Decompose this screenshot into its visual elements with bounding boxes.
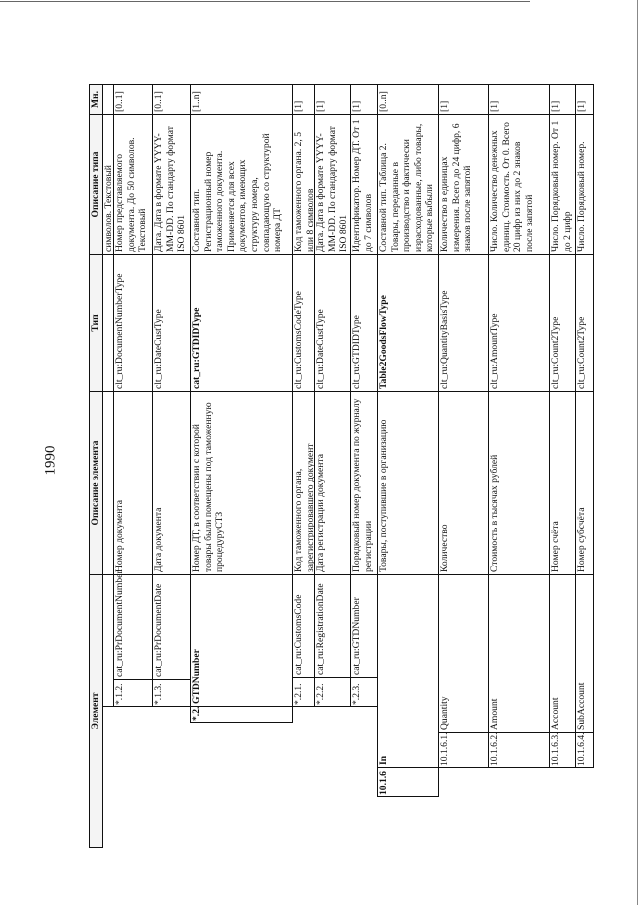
header-multiplicity: Мн.: [89, 84, 103, 115]
element-type: clt_ru:QuantityBasisType: [438, 254, 489, 392]
element-description: Номер субсчёта: [575, 391, 594, 575]
element-description: Товары, поступившие в организацию: [377, 391, 439, 575]
multiplicity: [0..1]: [113, 84, 153, 115]
type-description: Составной тип. Таблица 2. Товары, переданные в производство и фактически израсходованные, либо товары, которые выбыли: [377, 114, 439, 255]
element-type: clt_ru:DateCustType: [314, 254, 351, 392]
header-type-description: Описание типа: [89, 114, 103, 255]
type-description: Дата. Дата в формате YYYY-MM-DD. По стандарту формат ISO 8601: [314, 114, 351, 255]
element-number: 10.1.6.2.: [488, 732, 550, 768]
element-description: Количество: [438, 391, 489, 575]
element-number: *.2.3.: [350, 677, 378, 707]
element-name: cat_ru:PrDocumentDate: [152, 574, 191, 680]
header-element: Элемент: [89, 574, 103, 848]
element-name: cat_ru:PrDocumentNumber: [113, 574, 153, 680]
multiplicity: [1]: [350, 84, 378, 115]
element-description: Дата документа: [152, 391, 191, 575]
element-number: *.1.2.: [113, 679, 153, 707]
element-spec-table: [89, 84, 593, 848]
element-type: cat_ru:GTDIDType: [190, 254, 293, 392]
type-description: Количество в единицах измерения. Всего до 24 цифр, 6 знаков после запятой: [438, 114, 489, 255]
element-description: Номер ДТ, в соответствии с которой товары были помещены под таможенную процедуруСТЗ: [190, 391, 293, 575]
element-number: *.2.: [190, 706, 293, 723]
type-description: Число. Количество денежных единиц. Стоимость. От 0. Всего 20 цифр из них до 2 знаков после запятой: [488, 114, 550, 255]
multiplicity: [1]: [549, 84, 576, 115]
element-description: Дата регистрации документа: [314, 391, 351, 575]
page-top-edge: [0, 1, 530, 2]
element-number: *.2.1.: [292, 677, 315, 707]
element-number: *.1.3.: [152, 679, 191, 707]
header-element-description: Описание элемента: [89, 391, 103, 575]
type-description: Составной тип. Регистрационный номер таможенного документа. Применяется для всех документов, имеющих структуру номера, совпадающую со структурой номера ДТ: [190, 114, 293, 255]
element-name: Account: [549, 574, 576, 733]
element-type: clt_ru:CustomsCodeType: [292, 254, 315, 392]
element-name: In: [377, 574, 439, 768]
element-type: clt_ru:GTDIDType: [350, 254, 378, 392]
type-description: Номер представляемого документа. До 50 символов. Текстовый: [113, 114, 153, 255]
element-description: Порядковый номер документа по журналу регистрации: [350, 391, 378, 575]
element-number: 10.1.6.3.: [549, 732, 576, 768]
element-number: 10.1.6: [377, 767, 439, 797]
page-right-edge: [637, 0, 638, 905]
type-description: Идентификатор. Номер ДТ. От 1 до 7 символов: [350, 114, 378, 255]
element-name: SubAccount: [575, 574, 594, 733]
element-number: 10.1.6.4.: [575, 732, 594, 768]
multiplicity: [0..n]: [377, 84, 439, 115]
type-description: Дата. Дата в формате YYYY-MM-DD. По стандарту формат ISO 8601: [152, 114, 191, 255]
element-type: clt_ru:DocumentNumberType: [113, 254, 153, 392]
multiplicity: [1]: [292, 84, 315, 115]
multiplicity: [1]: [488, 84, 550, 115]
element-type: clt_ru:DateCustType: [152, 254, 191, 392]
element-name: Amount: [488, 574, 550, 733]
element-name: cat_ru:GTDNumber: [350, 574, 378, 678]
element-name: GTDNumber: [190, 574, 293, 707]
continuation-type-description: символов. Текстовый: [102, 114, 114, 255]
element-number: 10.1.6.1.: [438, 732, 489, 768]
element-description: Номер счёта: [549, 391, 576, 575]
element-number: *.2.2.: [314, 677, 351, 707]
page-number: 1990: [42, 445, 59, 476]
multiplicity: [1..n]: [190, 84, 293, 115]
type-description: Код таможенного органа. 2, 5 или 8 символов: [292, 114, 315, 255]
element-description: Стоимость в тысячах рублей: [488, 391, 550, 575]
type-description: Число. Порядковый номер. От 1 до 2 цифр: [549, 114, 576, 255]
element-name: Quantity: [438, 574, 489, 733]
element-name: cat_ru:RegistrationDate: [314, 574, 351, 678]
multiplicity: [1]: [575, 84, 594, 115]
type-description: Число. Порядковый номер.: [575, 114, 594, 255]
element-name: cat_ru:CustomsCode: [292, 574, 315, 678]
element-type: clt_ru:Count2Type: [549, 254, 576, 392]
multiplicity: [1]: [438, 84, 489, 115]
element-type: Table2GoodsFlowType: [377, 254, 439, 392]
multiplicity: [1]: [314, 84, 351, 115]
header-type: Тип: [89, 254, 103, 392]
element-description: Номер документа: [113, 391, 153, 575]
multiplicity: [0..1]: [152, 84, 191, 115]
element-description: Код таможенного органа, зарегистрировавшего документ: [292, 391, 315, 575]
element-type: clt_ru:AmountType: [488, 254, 550, 392]
element-type: clt_ru:Count2Type: [575, 254, 594, 392]
